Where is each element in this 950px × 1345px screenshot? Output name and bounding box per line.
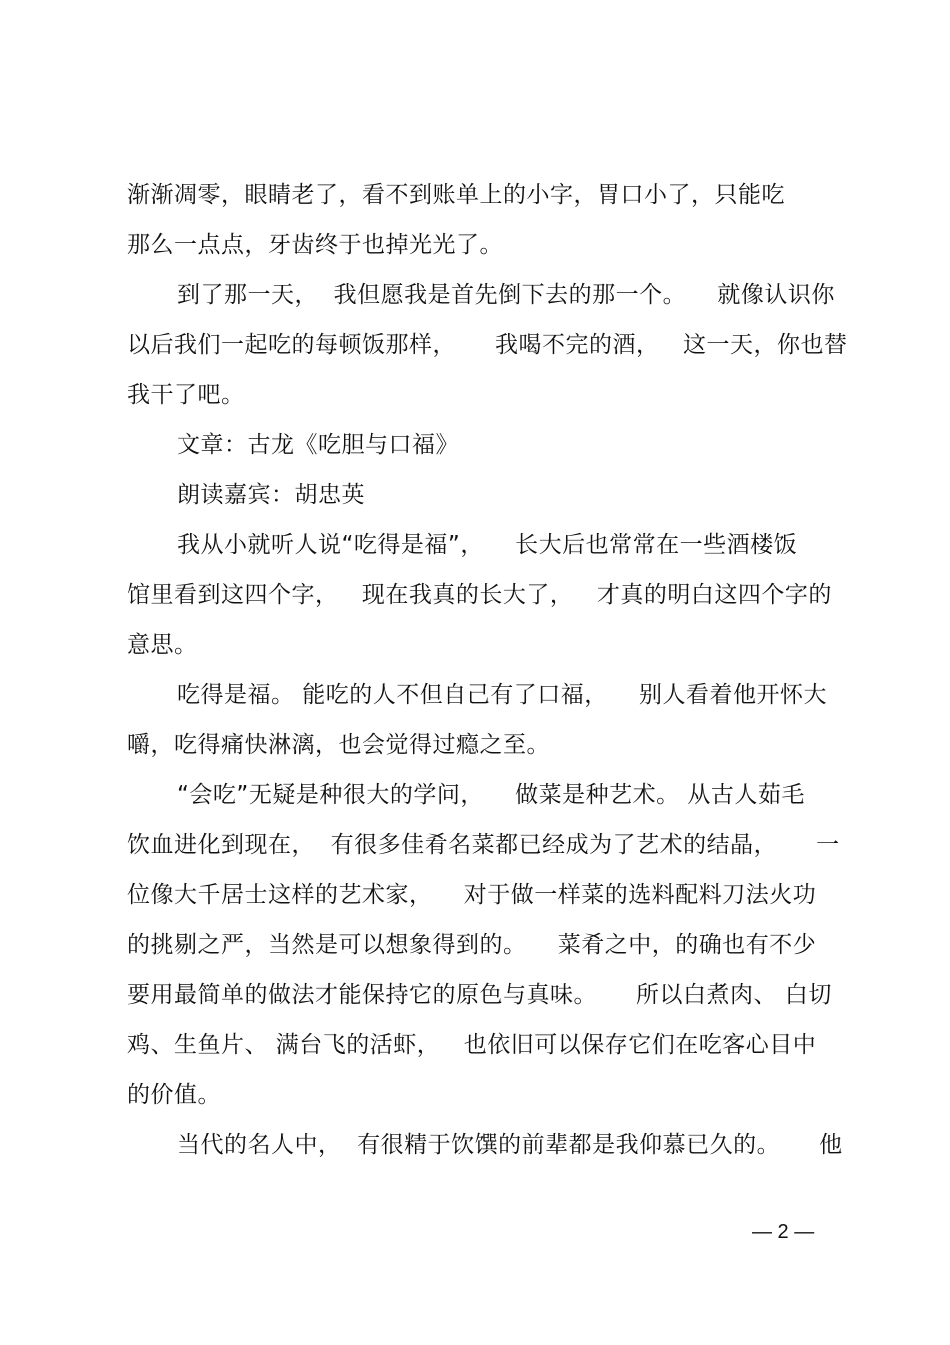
text-line: 吃得是福。 能吃的人不但自己有了口福， 别人看着他开怀大 [177,682,828,708]
text-line: 嚼，吃得痛快淋漓，也会觉得过瘾之至。 [127,732,550,758]
text-line: 位像大千居士这样的艺术家， 对于做一样菜的选料配料刀法火功 [127,882,817,908]
text-line: 要用最简单的做法才能保持它的原色与真味。 所以白煮肉、 白切 [127,982,832,1008]
text-line: 我从小就听人说“吃得是福”， 长大后也常常在一些酒楼饭 [177,532,798,558]
text-line: “会吃”无疑是种很大的学问， 做菜是种艺术。 从古人茹毛 [177,782,805,808]
text-line: 的挑剔之严，当然是可以想象得到的。 菜肴之中，的确也有不少 [127,932,817,958]
text-line: 我干了吧。 [127,382,245,408]
text-line: 意思。 [127,632,198,658]
page-number: — 2 — [752,1221,815,1243]
text-line: 渐渐凋零，眼睛老了，看不到账单上的小字，胃口小了，只能吃 [127,182,785,208]
text-line: 鸡、生鱼片、 满台飞的活虾， 也依旧可以保存它们在吃客心目中 [127,1032,817,1058]
text-line: 当代的名人中， 有很精于饮馔的前辈都是我仰慕已久的。 他 [177,1132,843,1158]
text-line: 到了那一天， 我但愿我是首先倒下去的那一个。 就像认识你 [177,282,835,308]
text-line: 那么一点点，牙齿终于也掉光光了。 [127,232,503,258]
article-credit: 文章：古龙《吃胆与口福》 [177,432,459,458]
reader-credit: 朗读嘉宾：胡忠英 [177,482,365,508]
text-line: 的价值。 [127,1082,221,1108]
text-line: 饮血进化到现在， 有很多佳肴名菜都已经成为了艺术的结晶， 一 [127,832,840,858]
text-line: 以后我们一起吃的每顿饭那样， 我喝不完的酒， 这一天，你也替 [127,332,848,358]
text-line: 馆里看到这四个字， 现在我真的长大了， 才真的明白这四个字的 [127,582,832,608]
